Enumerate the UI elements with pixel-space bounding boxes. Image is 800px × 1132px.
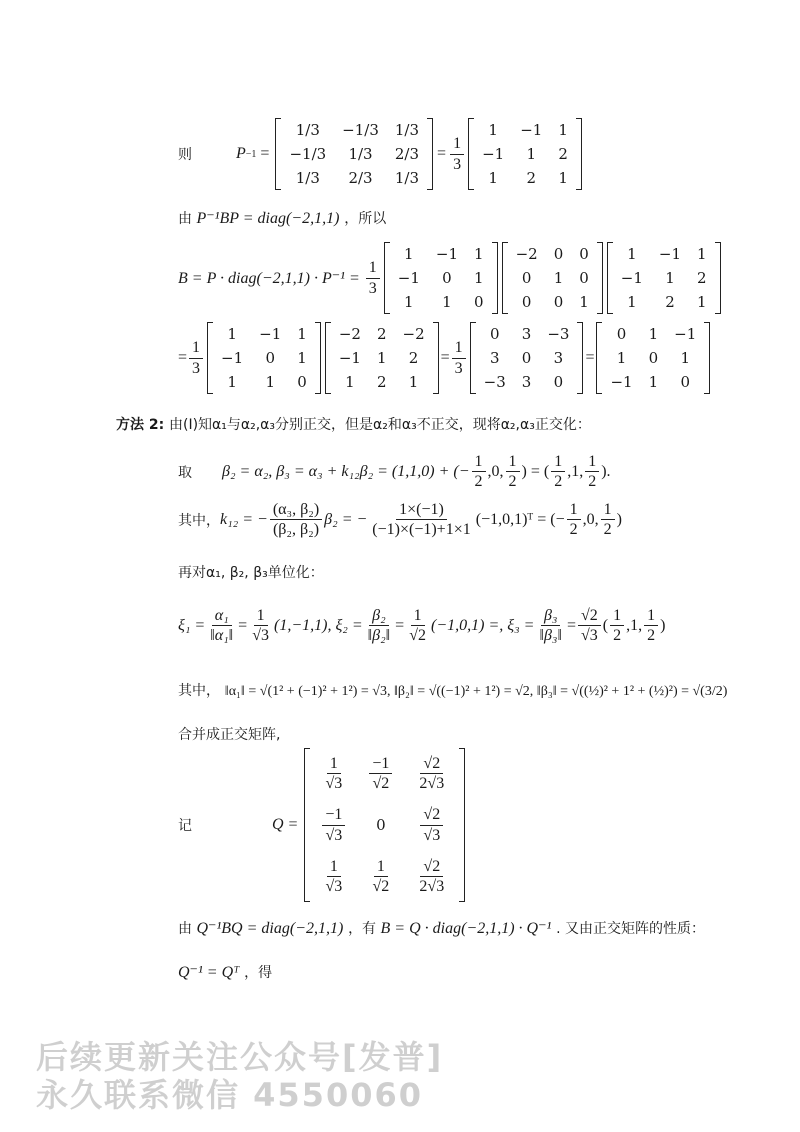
matrix-cell: 0 xyxy=(579,245,589,263)
lead-text: 则 xyxy=(178,147,192,163)
matrix-row xyxy=(508,290,597,314)
matrix-cell xyxy=(310,799,357,850)
fraction: $\frac{√2}{√3}$ xyxy=(420,805,443,844)
matrix-cell: 1 xyxy=(376,349,387,367)
matrix-table xyxy=(213,322,315,394)
matrix-cell xyxy=(404,748,459,799)
matrix-cell: −1 xyxy=(674,325,697,343)
matrix-cell: 0 xyxy=(297,373,307,391)
lead-text: 记 xyxy=(178,818,192,835)
matrix-row xyxy=(213,322,315,346)
matrix xyxy=(207,322,321,394)
matrix-cell: 1 xyxy=(408,373,419,391)
q-line: 由 Q⁻¹BQ = diag(−2,1,1) ，有 B = Q · diag(−2,1,1) · Q⁻¹ . 又由正交矩阵的性质： xyxy=(178,920,706,937)
matrix-row xyxy=(613,290,715,314)
matrix xyxy=(325,322,439,394)
watermark-line-2: 永久联系微信 4550060 xyxy=(36,1076,424,1114)
expression: Q = xyxy=(272,816,299,834)
matrix-cell: −1 xyxy=(520,121,543,139)
matrix-cell: 1 xyxy=(579,293,589,311)
matrix-cell xyxy=(357,851,404,902)
matrix xyxy=(596,322,710,394)
matrix-cell: −2 xyxy=(515,245,538,263)
b-calc-line xyxy=(178,242,723,314)
matrix-row xyxy=(213,370,315,394)
matrix-cell: 2 xyxy=(697,269,707,287)
matrix-row xyxy=(281,142,427,166)
fraction: $\frac{√2}{2√3}$ xyxy=(419,755,445,793)
fraction: $\frac{-1}{√2}$ xyxy=(369,754,392,793)
matrix-cell: 0 xyxy=(616,325,627,343)
matrix-row xyxy=(213,346,315,370)
matrix-table xyxy=(476,322,578,394)
matrix-cell: 1/3 xyxy=(295,121,320,139)
matrix-cell: 1 xyxy=(297,349,307,367)
matrix-row xyxy=(310,748,459,799)
matrix-cell: 2/3 xyxy=(348,169,373,187)
matrix-cell: −1 xyxy=(482,145,505,163)
xi-line: ξ₁ = $\frac{\text{α₁}}{\text{‖α₁‖}}$ = $\frac{1}{√3}$ (1,−1,1), ξ₂ = $\frac{\text{β₂}}{\text{‖β₂‖}}$ = $\frac{1}{√2}$ (−1,0,1) =, ξ₃ = $\frac{\text{β₃}}{\text{‖β₃‖}}$ = $\frac{√2}{√3}$ ( $\frac{1}{2}$ ,1, $\frac{1}{2}$ ) xyxy=(178,607,666,645)
scalar-fraction xyxy=(452,338,466,377)
text: 合并成正交矩阵, xyxy=(178,727,281,743)
matrix-cell: −2 xyxy=(402,325,425,343)
fraction: $\frac{1}{√3}$ xyxy=(325,857,343,895)
matrix-row xyxy=(310,799,459,850)
matrix-row xyxy=(390,290,492,314)
matrix-row xyxy=(613,242,715,266)
matrix-lhs: P xyxy=(236,145,246,162)
fraction: $\frac{-1}{√3}$ xyxy=(322,805,345,844)
matrix-row xyxy=(476,370,578,394)
k12-line: 其中， k₁₂ = − $\frac{\text{(α₃, β₂)}}{\text{(β₂, β₂)}}$ β₂ = − $\frac{1\times(-1)}{(-1)\times(-1)+1\times 1}$ (−1,0,1)ᵀ = (− $\frac{1}{2}$ ,0, $\frac{1}{2}$ ) xyxy=(178,501,622,539)
matrix-cell: 1 xyxy=(297,325,307,343)
diag-line xyxy=(178,208,386,228)
matrix-cell: 2 xyxy=(408,349,419,367)
matrix-table xyxy=(281,118,427,190)
matrix-cell: 1 xyxy=(627,245,637,263)
matrix-row xyxy=(390,242,492,266)
matrix-table xyxy=(390,242,492,314)
matrix-cell: 2 xyxy=(376,325,387,343)
fraction: $\frac{\text{β₃}}{\text{‖β₃‖}}$ xyxy=(539,607,562,645)
matrix-row xyxy=(390,266,492,290)
matrix-cell: 1 xyxy=(488,121,498,139)
matrix-cell: −1/3 xyxy=(342,121,379,139)
matrix-cell: 1 xyxy=(526,145,537,163)
matrix-cell: 1/3 xyxy=(394,169,420,187)
matrix-row xyxy=(331,346,433,370)
matrix-row xyxy=(331,322,433,346)
matrix-cell xyxy=(404,799,459,850)
scalar-fraction xyxy=(366,258,380,297)
matrix-row xyxy=(602,370,704,394)
method-label: 方法 2: xyxy=(116,417,165,433)
q-definition xyxy=(178,748,467,902)
matrix xyxy=(275,118,433,190)
lead-text: 其中， xyxy=(178,512,220,529)
matrix-row xyxy=(310,851,459,902)
matrix-cell: −1 xyxy=(338,349,361,367)
matrix-row xyxy=(602,346,704,370)
fraction: $\frac{1}{2}$ xyxy=(506,452,520,491)
watermark-line-1: 后续更新关注公众号[发普] xyxy=(36,1038,444,1076)
expression: β₂ = α₂, β₃ = α₃ + k₁₂β₂ = (1,1,0) + (− xyxy=(222,462,470,480)
matrix xyxy=(384,242,498,314)
matrix-cell: 1 xyxy=(616,349,627,367)
matrix-row xyxy=(602,322,704,346)
method-text: 由(I)知α₁与α₂,α₃分别正交，但是α₂和α₃不正交，现将α₂,α₃正交化： xyxy=(169,417,591,433)
matrix-cell: −1 xyxy=(397,269,420,287)
matrix xyxy=(502,242,603,314)
fraction: $\frac{1}{√2}$ xyxy=(372,857,390,895)
fraction: $\frac{1}{√2}$ xyxy=(409,607,426,645)
matrix-row xyxy=(613,266,715,290)
matrix-cell: −2 xyxy=(338,325,361,343)
fraction: $\frac{1}{√3}$ xyxy=(252,607,269,645)
fraction: $\frac{\text{β₂}}{\text{‖β₂‖}}$ xyxy=(367,607,391,645)
lead-text: 其中， xyxy=(178,683,220,699)
matrix-cell: 1 xyxy=(404,293,414,311)
matrix-cell: 1 xyxy=(648,325,659,343)
take-line: 取 β₂ = α₂, β₃ = α₃ + k₁₂β₂ = (1,1,0) + (− $\frac{1}{2}$ ,0, $\frac{1}{2}$ ) = ( $\frac{1}{2}$ ,1, $\frac{1}{2}$ ). xyxy=(178,453,611,491)
matrix-cell: 0 xyxy=(442,269,452,287)
matrix-row xyxy=(474,166,576,190)
matrix-cell: 1 xyxy=(345,373,355,391)
matrix-cell: −1 xyxy=(610,373,633,391)
matrix-cell xyxy=(404,851,459,902)
matrix-cell: 1 xyxy=(648,373,659,391)
expression: B = P · diag(−2,1,1) · P⁻¹ = xyxy=(178,270,360,287)
denominator: 3 xyxy=(368,279,377,297)
matrix-cell: 1 xyxy=(665,269,675,287)
matrix-table xyxy=(310,748,459,902)
matrix-row xyxy=(331,370,433,394)
matrix-cell: 1 xyxy=(404,245,414,263)
matrix-cell: 1 xyxy=(265,373,275,391)
fraction: $\frac{1}{2}$ xyxy=(601,500,615,539)
matrix xyxy=(470,322,584,394)
matrix-cell: 3 xyxy=(553,349,564,367)
matrix-table xyxy=(613,242,715,314)
matrix-cell: 0 xyxy=(553,373,564,391)
lead-text: 取 xyxy=(178,464,192,481)
matrix-cell: 0 xyxy=(553,245,564,263)
matrix-cell: 2 xyxy=(558,145,568,163)
matrix-cell: 2 xyxy=(665,293,675,311)
numerator: 1 xyxy=(189,338,203,358)
matrix-cell: −1 xyxy=(658,245,682,263)
matrix-row xyxy=(474,142,576,166)
text: 再对α₁, β₂, β₃单位化： xyxy=(178,565,324,581)
expression: B = Q · diag(−2,1,1) · Q⁻¹ xyxy=(380,920,552,937)
norms-line xyxy=(178,680,727,700)
expression: Q⁻¹BQ = diag(−2,1,1) xyxy=(196,920,344,937)
matrix-cell xyxy=(357,748,404,799)
matrix-cell: −3 xyxy=(547,325,570,343)
matrix-cell: −1/3 xyxy=(289,145,327,163)
fraction: $\frac{\text{(α₃, β₂)}}{\text{(β₂, β₂)}}$ xyxy=(270,500,322,539)
fraction: $\frac{1}{2}$ xyxy=(610,606,624,645)
matrix-cell: 0 xyxy=(680,373,690,391)
text: 由 xyxy=(178,211,197,227)
matrix-cell: 1 xyxy=(227,373,237,391)
scalar-fraction xyxy=(189,338,203,377)
matrix-cell: 1 xyxy=(227,325,237,343)
matrix-row xyxy=(508,266,597,290)
matrix-cell: 1 xyxy=(627,293,637,311)
expression: P⁻¹BP = diag(−2,1,1) xyxy=(196,210,340,227)
matrix-table xyxy=(508,242,597,314)
matrix-cell: 0 xyxy=(521,293,532,311)
fraction: $\frac{\text{α₁}}{\text{‖α₁‖}}$ xyxy=(210,607,234,645)
b-result-line: = $\frac{1}{3}$ 1 −1 1 −1 0 1 1 1 0 −2 2 −2 −1 1 2 1 2 1 = $\frac{1}{3}$ 0 3 −3 3 0 3 −3 3 0 = 0 1 −1 1 0 1 −1 1 0 xyxy=(178,322,712,394)
p-inverse-line: 则 P −1 = 1/3 −1/3 1/3 −1/3 1/3 2/3 1/3 2/3 1/3 = $\frac{1}{3}$ 1 −1 1 −1 1 2 1 2 1 xyxy=(178,118,584,190)
matrix-cell: 0 xyxy=(474,293,484,311)
matrix-cell: −1 xyxy=(259,325,282,343)
matrix-cell: 1 xyxy=(474,245,484,263)
matrix-cell: 1/3 xyxy=(295,169,320,187)
matrix-cell: 1 xyxy=(697,293,707,311)
matrix-cell: 2/3 xyxy=(394,145,420,163)
matrix-cell: 2 xyxy=(526,169,537,187)
matrix-cell: 0 xyxy=(648,349,659,367)
fraction: $\frac{1}{√3}$ xyxy=(325,755,343,793)
matrix-cell: 3 xyxy=(489,349,500,367)
fraction: $\frac{1}{2}$ xyxy=(472,452,486,491)
matrix-table xyxy=(474,118,576,190)
matrix-cell: −1 xyxy=(435,245,459,263)
matrix-cell: 1 xyxy=(553,269,564,287)
fraction: $\frac{1}{2}$ xyxy=(551,452,565,491)
matrix-cell xyxy=(310,748,357,799)
matrix-row xyxy=(508,242,597,266)
matrix-row xyxy=(281,166,427,190)
matrix-cell: 0 xyxy=(521,269,532,287)
matrix-cell: 0 xyxy=(579,269,589,287)
matrix-cell: 0 xyxy=(521,349,532,367)
matrix xyxy=(607,242,721,314)
matrix-cell: 1 xyxy=(558,121,568,139)
matrix-row xyxy=(281,118,427,142)
method2-line xyxy=(116,414,591,434)
denominator: 3 xyxy=(453,155,462,173)
numerator: 1 xyxy=(450,134,464,154)
matrix-cell: 1/3 xyxy=(348,145,373,163)
fraction: $\frac{1}{2}$ xyxy=(567,500,581,539)
numerator: 1 xyxy=(366,258,380,278)
matrix-table xyxy=(331,322,433,394)
expression: Q⁻¹ = Qᵀ xyxy=(178,964,240,981)
matrix-table xyxy=(602,322,704,394)
matrix-cell: 0 xyxy=(489,325,500,343)
matrix-cell: −3 xyxy=(483,373,506,391)
matrix-row xyxy=(474,118,576,142)
fraction: $\frac{1\times(-1)}{(-1)\times(-1)+1\times 1}$ xyxy=(372,501,471,539)
matrix-cell: −1 xyxy=(620,269,643,287)
matrix-row xyxy=(476,322,578,346)
matrix-cell xyxy=(310,851,357,902)
superscript: −1 xyxy=(245,148,257,160)
matrix-cell: 1 xyxy=(488,169,498,187)
matrix-cell: 1 xyxy=(442,293,452,311)
matrix-cell: 0 xyxy=(376,816,386,835)
fraction: $\frac{√2}{2√3}$ xyxy=(419,857,445,895)
matrix-cell: 2 xyxy=(376,373,387,391)
matrix-cell: −1 xyxy=(221,349,244,367)
combine-line xyxy=(178,724,280,744)
matrix-cell: 1 xyxy=(558,169,568,187)
numerator: 1 xyxy=(452,338,466,358)
denominator: 3 xyxy=(192,359,201,377)
matrix-cell: 0 xyxy=(553,293,564,311)
fraction: $\frac{1}{2}$ xyxy=(585,452,599,491)
equals: = xyxy=(260,145,270,162)
matrix-row xyxy=(476,346,578,370)
text: ，所以 xyxy=(344,211,387,227)
matrix-cell: 3 xyxy=(521,325,532,343)
denominator: 3 xyxy=(454,359,463,377)
scalar-fraction xyxy=(450,134,464,173)
q-final-line: Q⁻¹ = Qᵀ ，得 xyxy=(178,964,273,981)
matrix xyxy=(304,748,465,902)
matrix xyxy=(468,118,582,190)
unit-line xyxy=(178,562,324,582)
matrix-cell: 1 xyxy=(680,349,690,367)
matrix-cell: 1 xyxy=(474,269,484,287)
matrix-cell: 3 xyxy=(521,373,532,391)
matrix-cell: 1/3 xyxy=(394,121,420,139)
fraction: $\frac{√2}{√3}$ xyxy=(578,606,601,645)
matrix-cell: 1 xyxy=(697,245,707,263)
fraction: $\frac{1}{2}$ xyxy=(644,606,658,645)
expression: k₁₂ = − xyxy=(220,510,268,528)
matrix-cell: 0 xyxy=(265,349,275,367)
expression: ‖α₁‖ = √(1² + (−1)² + 1²) = √3, ‖β₂‖ = √((−1)² + 1²) = √2, ‖β₃‖ = √((½)² + 1² + (½)²) = √(3/2) xyxy=(224,684,728,699)
